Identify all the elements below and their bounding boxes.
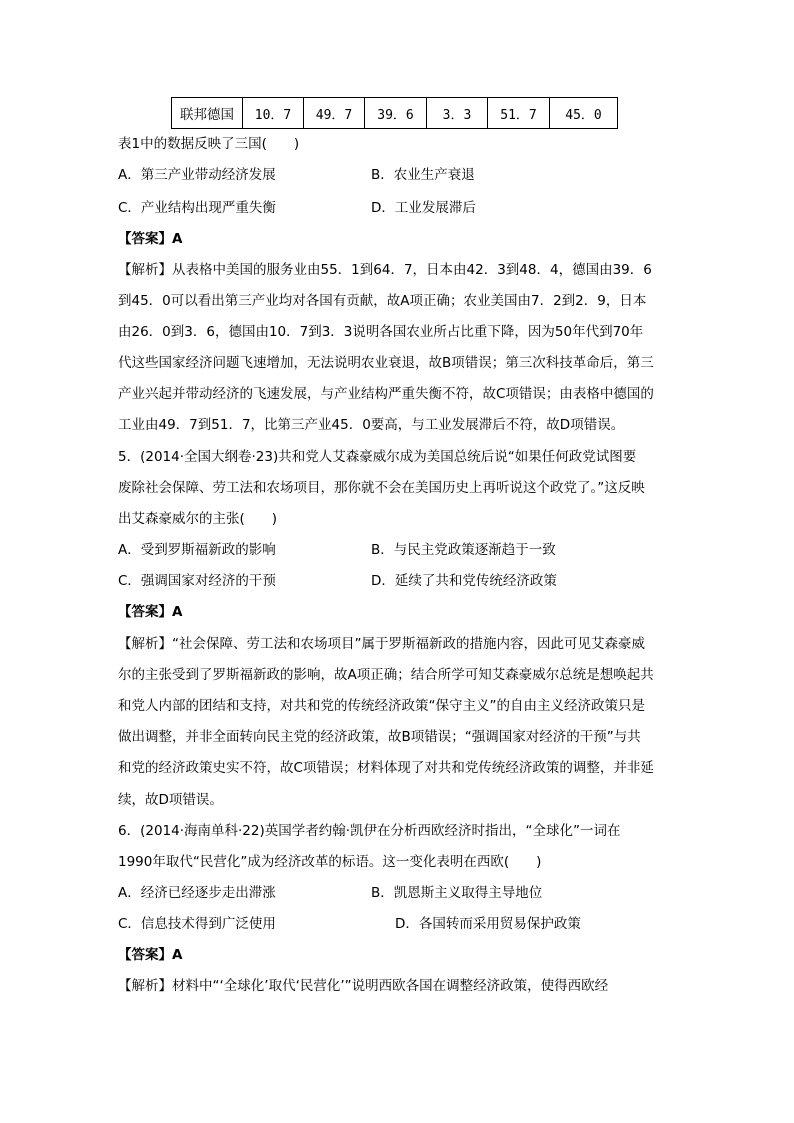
option-b: B．农业生产衰退 [371,167,475,183]
table-cell-country: 联邦德国 [172,98,243,129]
analysis-line: 尔的主张受到了罗斯福新政的影响，故A项正确；结合所学可知艾森豪威尔总统是想唤起共 [118,667,654,683]
option-d: D．工业发展滞后 [371,200,476,216]
question-stem: 1990年取代“民营化”成为经济改革的标语。这一变化表明在西欧( ) [118,854,542,870]
analysis-line: 【解析】材料中“‘全球化’取代‘民营化’”说明西欧各国在调整经济政策，使得西欧经 [118,978,609,994]
answer: 【答案】A [118,604,183,620]
answer: 【答案】A [118,947,183,963]
table-cell: 51．7 [488,98,550,129]
answer: 【答案】A [118,231,183,247]
table-row [172,98,618,129]
question-stem: 6．(2014·海南单科·22)英国学者约翰·凯伊在分析西欧经济时指出，“全球化”一词在 [118,823,621,839]
analysis-line: 由26．0到3．6，德国由10．7到3．3说明各国农业所占比重下降，因为50年代到70年 [118,324,644,340]
option-a: A．经济已经逐步走出滞涨 [118,885,276,901]
analysis-line: 【解析】“社会保障、劳工法和农场项目”属于罗斯福新政的措施内容，因此可见艾森豪威 [118,636,645,652]
analysis-line: 到45．0可以看出第三产业均对各国有贡献，故A项正确；农业美国由7．2到2．9，日本 [118,293,647,309]
option-b: B．凯恩斯主义取得主导地位 [371,885,543,901]
analysis-line: 工业由49．7到51．7，比第三产业45．0要高，与工业发展滞后不符，故D项错误。 [118,417,625,433]
analysis-line: 产业兴起并带动经济的飞速发展，与产业结构严重失衡不符，故C项错误；由表格中德国的 [118,386,654,402]
data-table [171,97,618,129]
table-cell: 39．6 [365,98,427,129]
analysis-line: 代这些国家经济问题飞速增加，无法说明农业衰退，故B项错误；第三次科技革命后，第三 [118,355,654,371]
analysis-line: 和党的经济政策史实不符，故C项错误；材料体现了对共和党传统经济政策的调整，并非延 [118,760,654,776]
option-a: A．第三产业带动经济发展 [118,167,276,183]
question-stem: 5．(2014·全国大纲卷·23)共和党人艾森豪威尔成为美国总统后说“如果任何政党试图要 [118,449,637,465]
table-cell: 3．3 [427,98,488,129]
question-stem: 表1中的数据反映了三国( ) [118,136,300,152]
option-c: C．强调国家对经济的干预 [118,573,276,589]
table-cell: 49．7 [304,98,365,129]
analysis-line: 做出调整，并非全面转向民主党的经济政策，故B项错误；“强调国家对经济的干预”与共 [118,729,641,745]
option-d: D．延续了共和党传统经济政策 [371,573,557,589]
table-cell: 10．7 [243,98,304,129]
option-b: B．与民主党政策逐渐趋于一致 [371,542,556,558]
analysis-line: 续，故D项错误。 [118,792,223,808]
question-stem: 废除社会保障、劳工法和农场项目，那你就不会在美国历史上再听说这个政党了。”这反映 [118,480,645,496]
table-cell: 45．0 [550,98,618,129]
option-c: C．信息技术得到广泛使用 [118,916,276,932]
analysis-line: 和党人内部的团结和支持，对共和党的传统经济政策“保守主义”的自由主义经济政策只是 [118,698,645,714]
question-stem: 出艾森豪威尔的主张( ) [118,511,278,527]
option-a: A．受到罗斯福新政的影响 [118,542,276,558]
option-c: C．产业结构出现严重失衡 [118,200,276,216]
option-d: D．各国转而采用贸易保护政策 [395,916,581,932]
analysis-line: 【解析】从表格中美国的服务业由55．1到64．7，日本由42．3到48．4，德国由39．6 [118,262,652,278]
